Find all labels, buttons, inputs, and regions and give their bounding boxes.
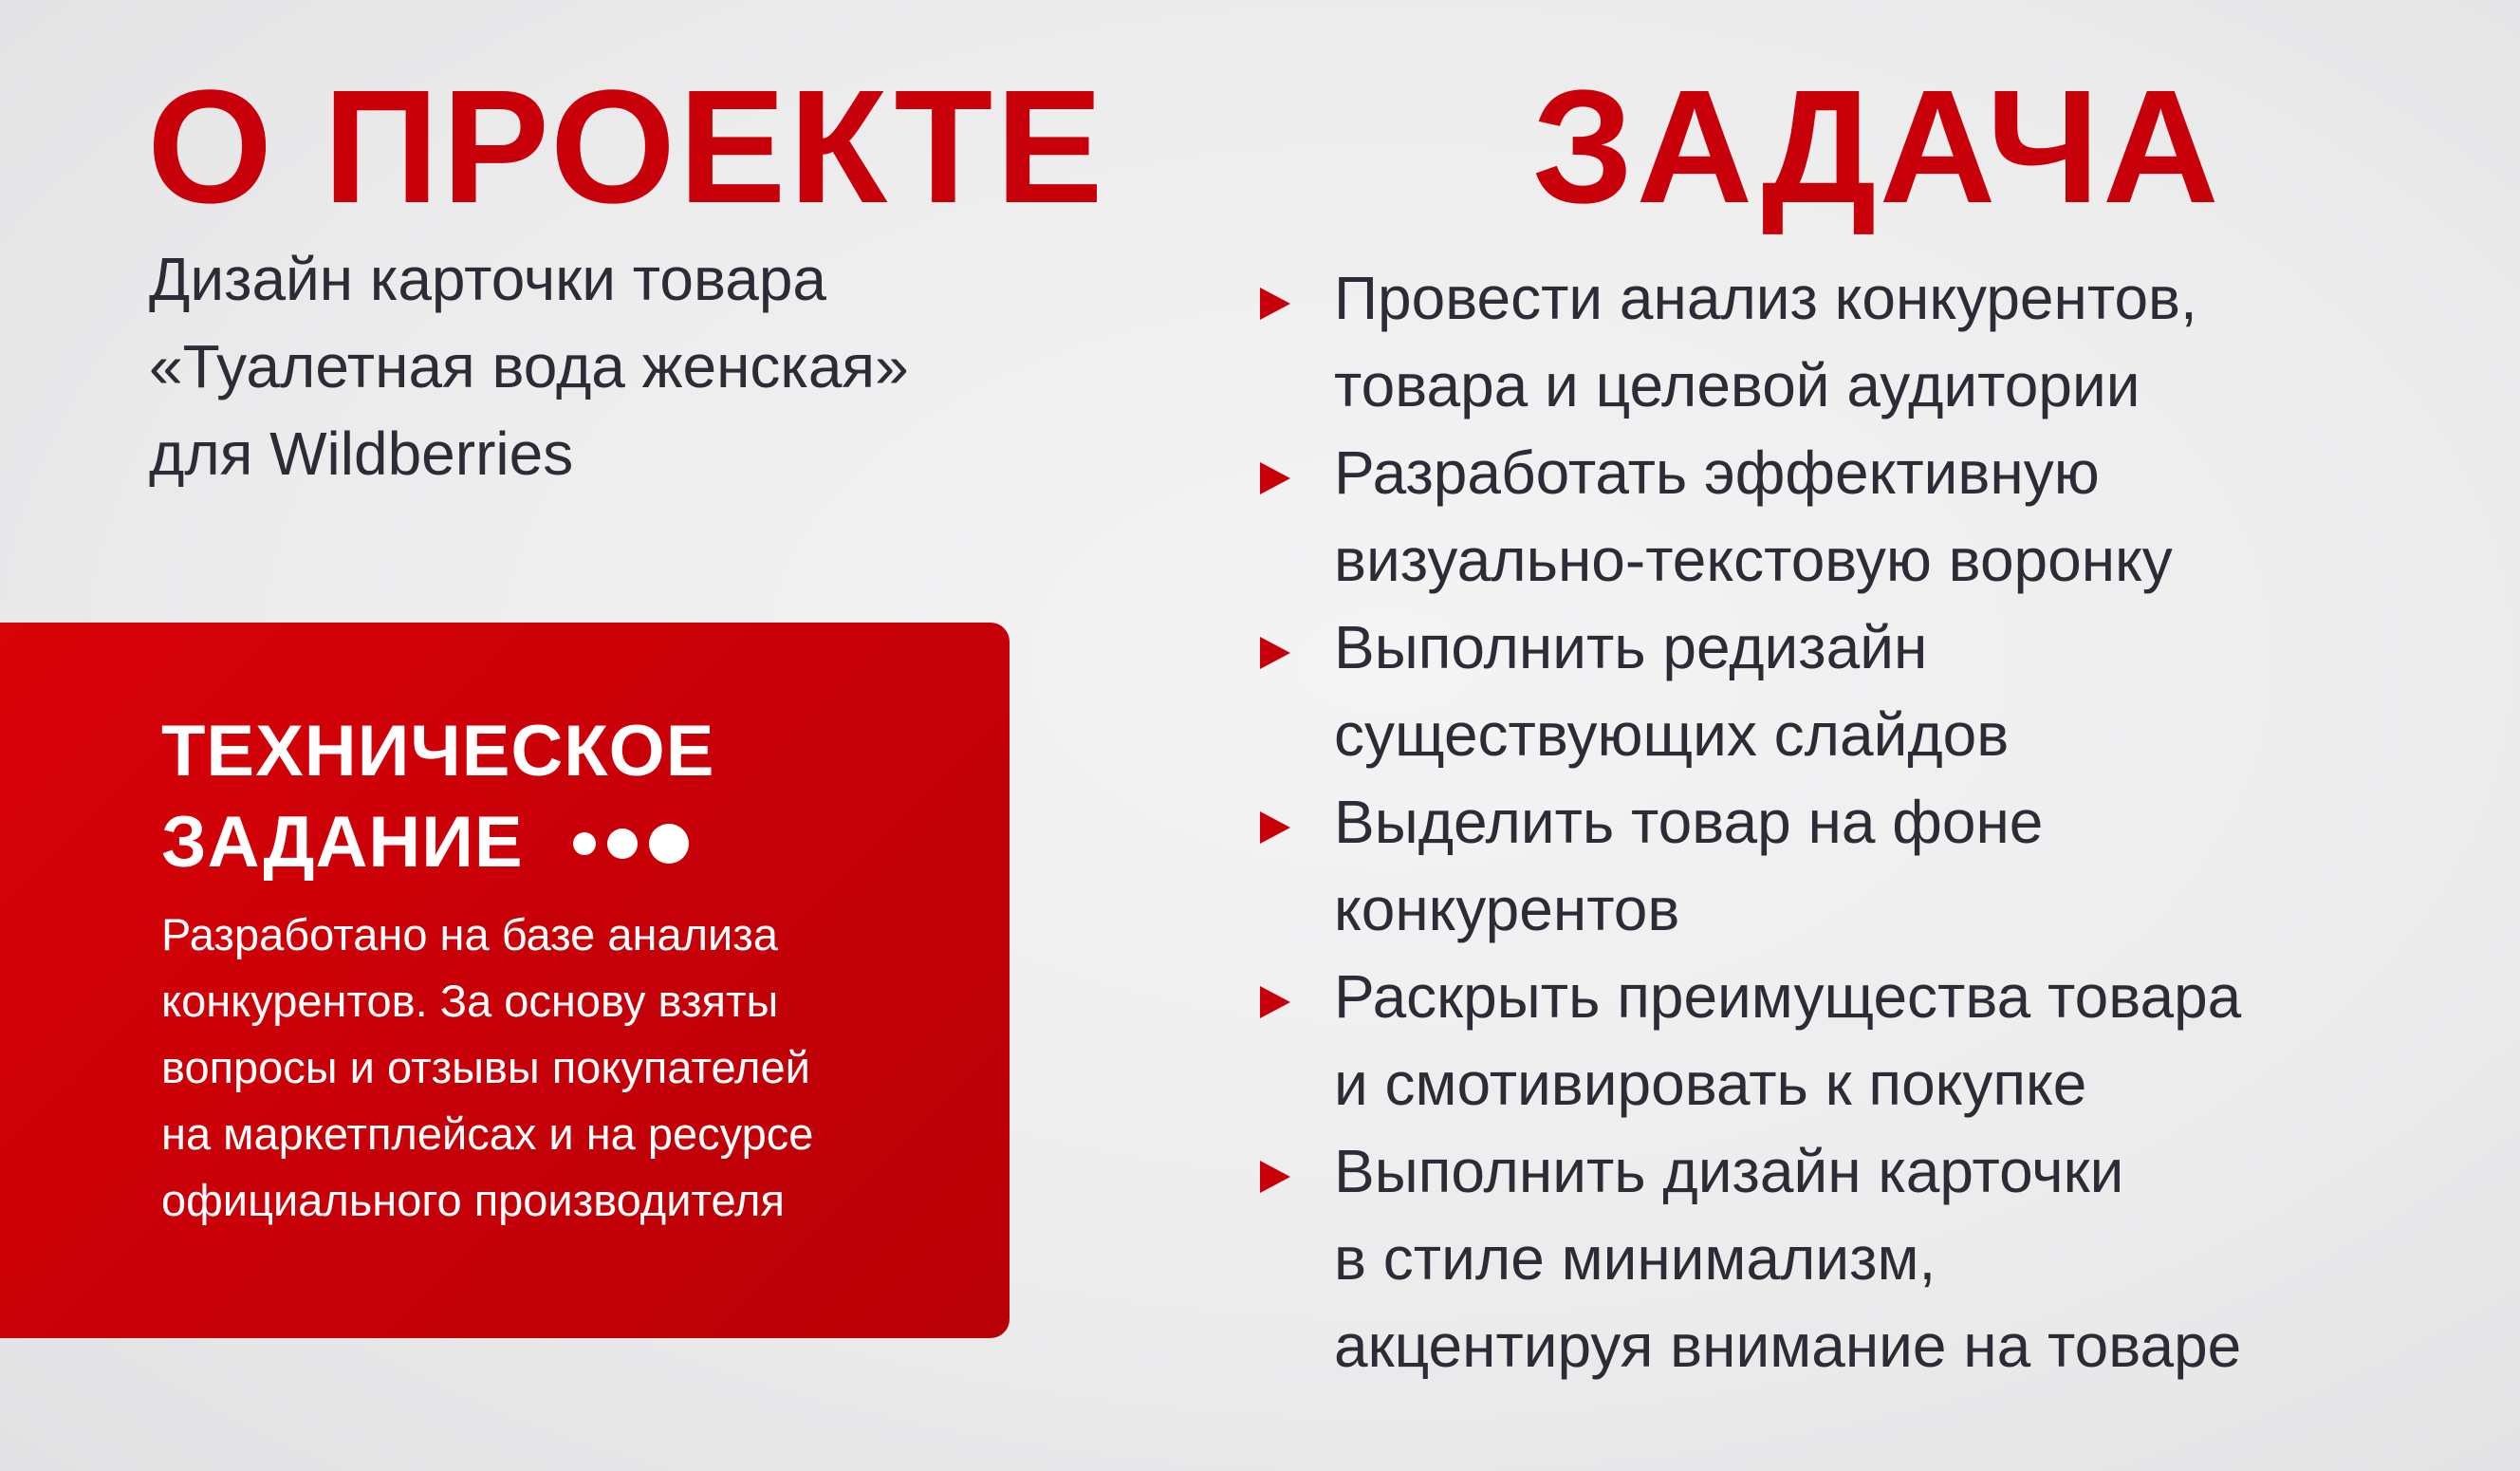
task-line: конкурентов (1334, 875, 1680, 943)
tech-task-heading (161, 708, 715, 886)
task-line: Выполнить редизайн (1334, 613, 1928, 681)
task-line: и смотивировать к покупке (1334, 1050, 2087, 1118)
about-title: О ПРОЕКТЕ (147, 57, 1106, 237)
task-item (1252, 254, 2241, 429)
task-line: акцентируя внимание на товаре (1334, 1312, 2242, 1380)
tech-task-body-line: Разработано на базе анализа (161, 909, 778, 959)
task-item (1252, 1127, 2241, 1389)
triangle-bullet-icon (1260, 986, 1290, 1018)
task-line: в стиле минимализм, (1334, 1224, 1936, 1293)
task-item (1252, 778, 2241, 953)
triangle-bullet-icon (1260, 637, 1290, 669)
task-line: визуально-текстовую воронку (1334, 526, 2173, 594)
about-line: для Wildberries (149, 419, 574, 488)
task-title: ЗАДАЧА (1532, 57, 2222, 237)
task-line: товара и целевой аудитории (1334, 351, 2140, 419)
task-item (1252, 604, 2241, 778)
task-line: Провести анализ конкурентов, (1334, 264, 2197, 332)
task-line: Выполнить дизайн карточки (1334, 1137, 2124, 1205)
tech-task-heading-line: ЗАДАНИЕ (161, 802, 524, 883)
tech-task-heading-line: ТЕХНИЧЕСКОЕ (161, 711, 715, 791)
about-line: «Туалетная вода женская» (149, 332, 909, 400)
about-line: Дизайн карточки товара (149, 245, 826, 313)
tech-task-body-line: вопросы и отзывы покупателей (161, 1042, 810, 1092)
task-line: Разработать эффективную (1334, 438, 2100, 507)
triangle-bullet-icon (1260, 462, 1290, 494)
task-line: существующих слайдов (1334, 700, 2010, 769)
three-dots-icon (573, 795, 689, 883)
task-list (1252, 254, 2241, 1389)
tech-task-card (0, 623, 1010, 1338)
task-item (1252, 953, 2241, 1127)
task-line: Раскрыть преимущества товара (1334, 962, 2242, 1031)
triangle-bullet-icon (1260, 288, 1290, 320)
tech-task-body (161, 902, 813, 1234)
tech-task-body-line: конкурентов. За основу взяты (161, 976, 779, 1026)
about-description (149, 235, 909, 497)
triangle-bullet-icon (1260, 811, 1290, 844)
tech-task-body-line: официального производителя (161, 1175, 785, 1225)
task-item (1252, 429, 2241, 604)
triangle-bullet-icon (1260, 1161, 1290, 1193)
tech-task-body-line: на маркетплейсах и на ресурсе (161, 1108, 814, 1159)
task-line: Выделить товар на фоне (1334, 788, 2044, 856)
